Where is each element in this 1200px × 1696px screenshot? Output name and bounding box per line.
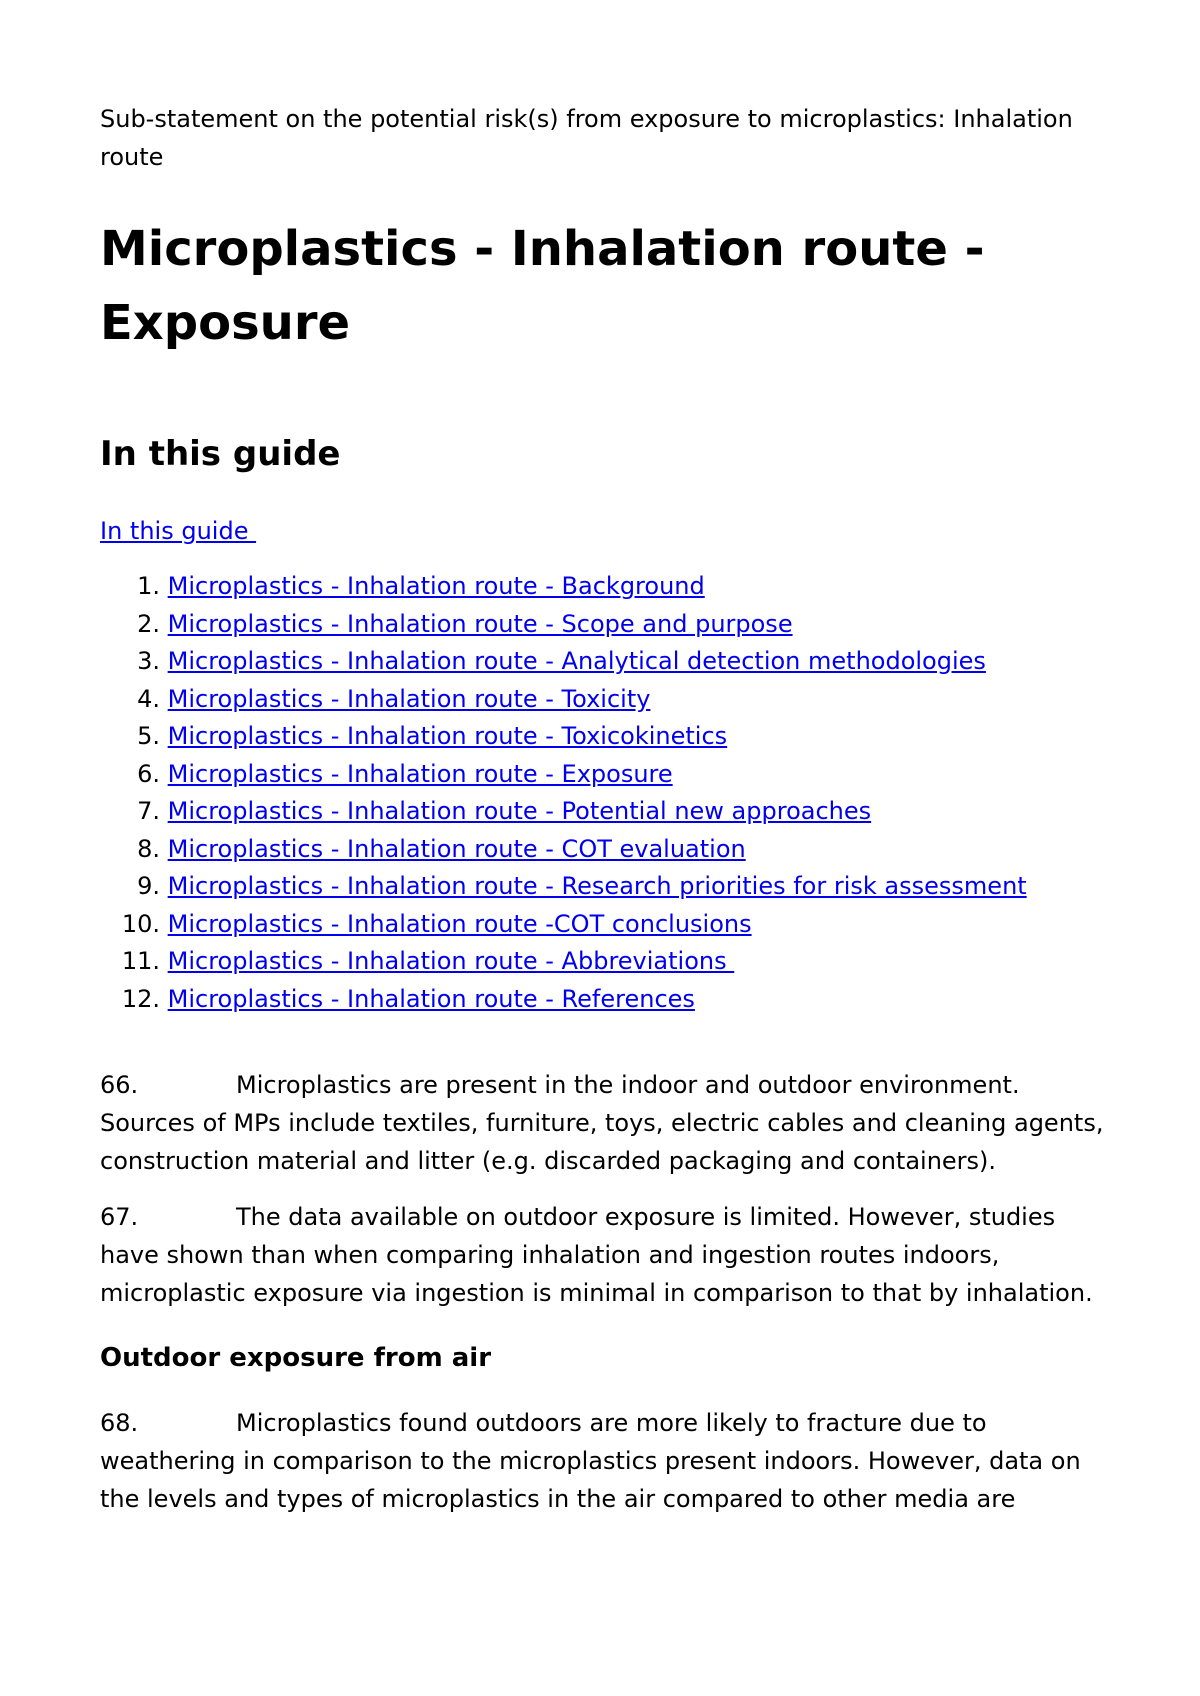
- guide-link[interactable]: In this guide: [100, 517, 257, 545]
- toc-link-exposure[interactable]: Microplastics - Inhalation route - Exposure: [167, 759, 673, 788]
- paragraph-67: [100, 1198, 1120, 1312]
- table-of-contents: [100, 568, 1120, 1018]
- toc-item-number: 4.: [137, 684, 160, 713]
- paragraph-66: [100, 1066, 1120, 1180]
- toc-item: [100, 643, 1120, 681]
- toc-item-number: 3.: [137, 647, 160, 675]
- toc-link-cot-evaluation[interactable]: Microplastics - Inhalation route - COT evaluation: [167, 834, 746, 863]
- toc-item: [100, 568, 1120, 606]
- toc-item: [100, 868, 1120, 906]
- paragraph-text: Microplastics are present in the indoor and outdoor environment. Sources of MPs include textiles, furniture, toys, electric cables and cleaning agents, construction material and litter (e.g. discarded packaging and containers).: [100, 1071, 1104, 1175]
- document-body: [100, 100, 1120, 1518]
- toc-link-cot-conclusions[interactable]: Microplastics - Inhalation route -COT conclusions: [167, 909, 752, 938]
- toc-item: [100, 906, 1120, 944]
- paragraph-68: [100, 1404, 1120, 1518]
- toc-item-number: 5.: [137, 722, 160, 750]
- toc-link-abbreviations[interactable]: Microplastics - Inhalation route - Abbreviations: [167, 947, 735, 975]
- toc-item: [100, 981, 1120, 1019]
- toc-item: [100, 756, 1120, 794]
- toc-item-number: 9.: [137, 872, 160, 900]
- toc-item-number: 12.: [121, 984, 160, 1013]
- toc-item: [100, 793, 1120, 831]
- toc-item-number: 6.: [137, 759, 160, 788]
- toc-item: [100, 606, 1120, 644]
- toc-item-number: 7.: [137, 797, 160, 825]
- paragraph-number: 67.: [100, 1203, 139, 1231]
- subheading-outdoor-exposure: Outdoor exposure from air: [100, 1343, 492, 1373]
- sub-statement: Sub-statement on the potential risk(s) from exposure to microplastics: Inhalation route: [100, 105, 1073, 171]
- toc-item-number: 10.: [121, 909, 160, 938]
- toc-item: [100, 831, 1120, 869]
- toc-link-toxicokinetics[interactable]: Microplastics - Inhalation route - Toxicokinetics: [167, 722, 728, 750]
- toc-link-scope[interactable]: Microplastics - Inhalation route - Scope and purpose: [167, 609, 793, 638]
- toc-item-number: 8.: [137, 834, 160, 863]
- toc-link-toxicity[interactable]: Microplastics - Inhalation route - Toxicity: [167, 684, 651, 713]
- toc-item: [100, 718, 1120, 756]
- toc-item: [100, 681, 1120, 719]
- toc-item-number: 11.: [121, 947, 160, 975]
- toc-item-number: 1.: [137, 572, 160, 600]
- paragraph-number: 68.: [100, 1409, 139, 1437]
- toc-link-research-priorities[interactable]: Microplastics - Inhalation route - Research priorities for risk assessment: [167, 872, 1027, 900]
- page-title: Microplastics - Inhalation route - Exposure: [100, 221, 985, 351]
- paragraph-text: Microplastics found outdoors are more likely to fracture due to weathering in comparison to the microplastics present indoors. However, data on the levels and types of microplastics in the air compared to other media are: [100, 1409, 1081, 1513]
- paragraph-text: The data available on outdoor exposure is limited. However, studies have shown than when comparing inhalation and ingestion routes indoors, microplastic exposure via ingestion is minimal in comparison to that by inhalation.: [100, 1203, 1093, 1307]
- paragraph-number: 66.: [100, 1071, 139, 1099]
- toc-link-new-approaches[interactable]: Microplastics - Inhalation route - Potential new approaches: [167, 797, 872, 825]
- toc-item-number: 2.: [137, 609, 160, 638]
- toc-item: [100, 943, 1120, 981]
- guide-heading: In this guide: [100, 434, 341, 474]
- toc-link-analytical[interactable]: Microplastics - Inhalation route - Analytical detection methodologies: [167, 647, 986, 675]
- toc-link-references[interactable]: Microplastics - Inhalation route - References: [167, 984, 695, 1013]
- toc-link-background[interactable]: Microplastics - Inhalation route - Background: [167, 572, 705, 600]
